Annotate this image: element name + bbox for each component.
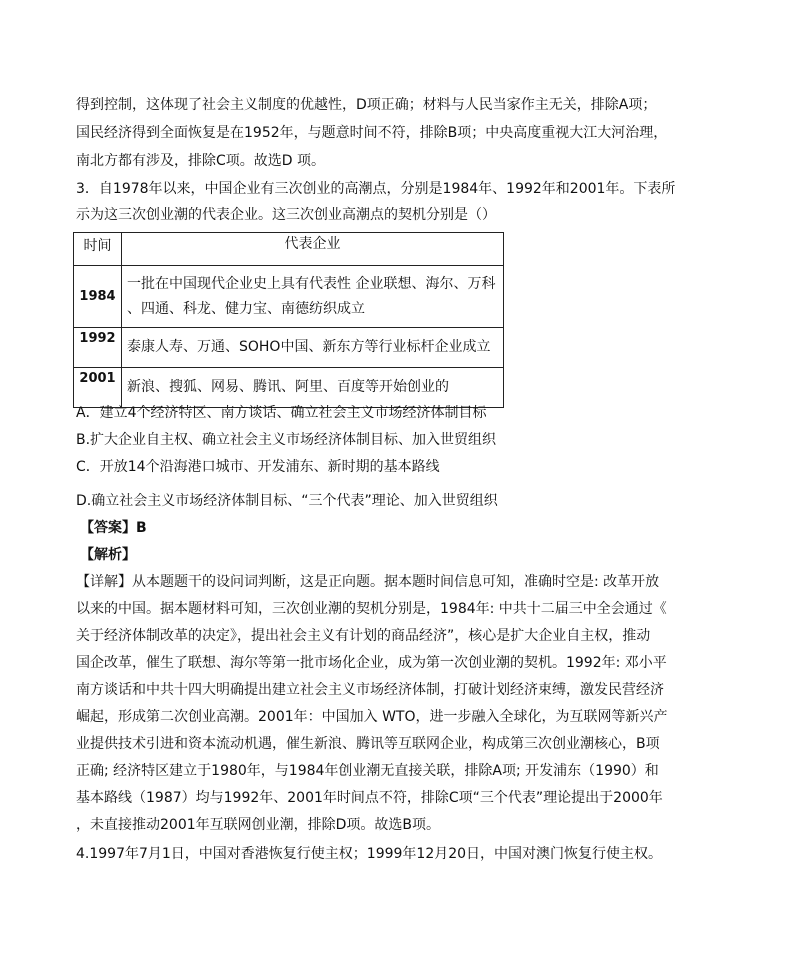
analysis-tag: 【解析】	[80, 547, 136, 563]
question-3-stem-line-1: 3．自1978年以来，中国企业有三次创业的高潮点，分别是1984年、1992年和2001年。下表所	[76, 181, 676, 197]
continuation-line-2: 国民经济得到全面恢复是在1952年，与题意时间不符，排除B项；中央高度重视大江大河治理，	[76, 125, 668, 141]
table-year: 1992	[74, 328, 122, 368]
question-4-stem: 4.1997年7月1日，中国对香港恢复行使主权；1999年12月20日，中国对澳门恢复行使主权。	[76, 846, 663, 862]
explanation-line: 正确; 经济特区建立于1980年，与1984年创业潮无直接关联，排除A项; 开发浦东（1990）和	[76, 763, 659, 779]
table-enterprises-line: 新浪、搜狐、网易、腾讯、阿里、百度等开始创业的	[127, 379, 449, 395]
explanation-line: 关于经济体制改革的决定》，提出社会主义有计划的商品经济”，核心是扩大企业自主权，推动	[76, 628, 651, 644]
continuation-line-3: 南北方都有涉及，排除C项。故选D 项。	[76, 153, 326, 169]
table-row	[74, 328, 504, 368]
table-year: 2001	[74, 368, 122, 408]
explanation-line: 国企改革，催生了联想、海尔等第一批市场化企业，成为第一次创业潮的契机。1992年: 邓小平	[76, 655, 667, 671]
explanation-line: 业提供技术引进和资本流动机遇，催生新浪、腾讯等互联网企业，构成第三次创业潮核心，B项	[76, 736, 660, 752]
table-header-row	[74, 233, 504, 266]
option-c: C．开放14个沿海港口城市、开发浦东、新时期的基本路线	[76, 459, 440, 475]
option-a: A．建立4个经济特区、南方谈话、确立社会主义市场经济体制目标	[76, 405, 487, 421]
explanation-line: ，未直接推动2001年互联网创业潮，排除D项。故选B项。	[76, 817, 441, 833]
option-b: B.扩大企业自主权、确立社会主义市场经济体制目标、加入世贸组织	[76, 432, 497, 448]
table-enterprises-line: 、四通、科龙、健力宝、南德纺织成立	[127, 300, 365, 317]
enterprise-table	[73, 232, 504, 408]
option-d: D.确立社会主义市场经济体制目标、“三个代表”理论、加入世贸组织	[76, 493, 498, 509]
table-enterprises-line: 一批在中国现代企业史上具有代表性 企业联想、海尔、万科	[127, 275, 496, 292]
table-row	[74, 368, 504, 408]
explanation-line: 崛起，形成第二次创业高潮。2001年：中国加入 WTO，进一步融入全球化，为互联网等新兴产	[76, 709, 668, 725]
explanation-line: 以来的中国。据本题材料可知，三次创业潮的契机分别是，1984年: 中共十二届三中全会通过《	[76, 601, 667, 617]
table-enterprises	[122, 368, 504, 408]
answer-tag: 【答案】B	[80, 520, 147, 536]
table-header-enterprises: 代表企业	[122, 233, 504, 266]
table-header-time: 时间	[74, 233, 122, 266]
table-year: 1984	[74, 266, 122, 328]
explanation-line: 【详解】从本题题干的设问词判断，这是正向题。据本题时间信息可知，准确时空是: 改革开放	[76, 574, 660, 590]
explanation-line: 南方谈话和中共十四大明确提出建立社会主义市场经济体制，打破计划经济束缚，激发民营经济	[76, 682, 664, 698]
table-enterprises	[122, 328, 504, 368]
question-3-stem-line-2: 示为这三次创业潮的代表企业。这三次创业高潮点的契机分别是（）	[76, 207, 496, 223]
table-enterprises-line: 泰康人寿、万通、SOHO中国、新东方等行业标杆企业成立	[127, 339, 491, 355]
table-row	[74, 266, 504, 328]
table-enterprises	[122, 266, 504, 328]
explanation-line: 基本路线（1987）均与1992年、2001年时间点不符，排除C项“三个代表”理论提出于2000年	[76, 790, 663, 806]
continuation-line-1: 得到控制，这体现了社会主义制度的优越性，D项正确；材料与人民当家作主无关，排除A项；	[76, 97, 657, 113]
